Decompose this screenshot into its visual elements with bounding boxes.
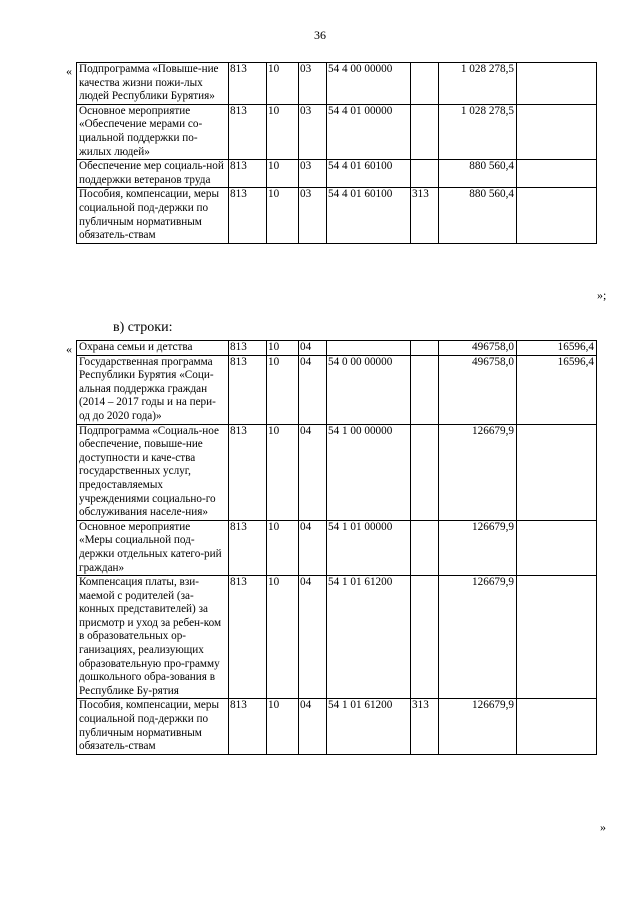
- cell-expense-type: [411, 576, 439, 699]
- cell-amount: 496758,0: [439, 355, 517, 424]
- cell-grbs: 813: [229, 104, 267, 159]
- cell-amount-2: [517, 424, 597, 520]
- cell-expense-type: [411, 424, 439, 520]
- section-label: в) строки:: [113, 320, 173, 335]
- cell-subsection: 03: [299, 188, 327, 243]
- table-row: [77, 63, 597, 105]
- cell-target-article: 54 1 01 61200: [327, 699, 411, 754]
- cell-name: Основное мероприятие «Обеспечение мерами со-циальной поддержки по-жилых людей»: [77, 104, 229, 159]
- cell-amount: 126679,9: [439, 576, 517, 699]
- cell-target-article: 54 1 00 00000: [327, 424, 411, 520]
- cell-name: Подпрограмма «Социаль-ное обеспечение, повыше-ние доступности и каче-ства государственных услуг, предоставляемых учреждениями социально-го обслуживания населе-ния»: [77, 424, 229, 520]
- cell-amount: 1 028 278,5: [439, 104, 517, 159]
- cell-expense-type: 313: [411, 188, 439, 243]
- cell-grbs: 813: [229, 576, 267, 699]
- cell-amount: 126679,9: [439, 424, 517, 520]
- table-row: [77, 355, 597, 424]
- cell-grbs: 813: [229, 188, 267, 243]
- cell-amount-2: [517, 576, 597, 699]
- cell-subsection: 03: [299, 63, 327, 105]
- cell-section: 10: [267, 424, 299, 520]
- cell-section: 10: [267, 341, 299, 356]
- cell-grbs: 813: [229, 520, 267, 575]
- table-row: [77, 160, 597, 188]
- cell-amount-2: [517, 104, 597, 159]
- cell-name: Пособия, компенсации, меры социальной под-держки по публичным нормативным обязатель-ствам: [77, 188, 229, 243]
- cell-grbs: 813: [229, 424, 267, 520]
- cell-amount-2: [517, 63, 597, 105]
- page-number: 36: [314, 28, 326, 42]
- cell-grbs: 813: [229, 160, 267, 188]
- cell-amount-2: [517, 188, 597, 243]
- cell-amount-2: 16596,4: [517, 355, 597, 424]
- open-quote: «: [66, 342, 72, 356]
- cell-subsection: 04: [299, 355, 327, 424]
- cell-expense-type: [411, 341, 439, 356]
- table-row: [77, 699, 597, 754]
- table-row: [77, 424, 597, 520]
- cell-section: 10: [267, 576, 299, 699]
- cell-name: Компенсация платы, взи-маемой с родителей (за-конных представителей) за присмотр и уход за ребен-ком в образовательных ор-ганизациях, реализующих образовательную про-грамму дошкольного обра-зования в Республике Бу-рятия: [77, 576, 229, 699]
- cell-target-article: 54 4 01 60100: [327, 188, 411, 243]
- cell-subsection: 04: [299, 341, 327, 356]
- cell-target-article: 54 4 00 00000: [327, 63, 411, 105]
- cell-grbs: 813: [229, 63, 267, 105]
- cell-expense-type: [411, 104, 439, 159]
- cell-amount-2: 16596,4: [517, 341, 597, 356]
- cell-amount-2: [517, 699, 597, 754]
- cell-section: 10: [267, 699, 299, 754]
- cell-amount: 880 560,4: [439, 188, 517, 243]
- cell-expense-type: 313: [411, 699, 439, 754]
- cell-grbs: 813: [229, 355, 267, 424]
- cell-section: 10: [267, 160, 299, 188]
- cell-subsection: 04: [299, 424, 327, 520]
- cell-target-article: 54 0 00 00000: [327, 355, 411, 424]
- cell-name: Охрана семьи и детства: [77, 341, 229, 356]
- cell-name: Государственная программа Республики Бурятия «Соци-альная поддержка граждан (2014 – 2017 годы и на пери-од до 2020 года)»: [77, 355, 229, 424]
- cell-expense-type: [411, 355, 439, 424]
- budget-table-1: [76, 62, 597, 244]
- cell-section: 10: [267, 104, 299, 159]
- cell-target-article: 54 4 01 00000: [327, 104, 411, 159]
- table-row: [77, 576, 597, 699]
- cell-amount: 496758,0: [439, 341, 517, 356]
- cell-name: Подпрограмма «Повыше-ние качества жизни пожи-лых людей Республики Бурятия»: [77, 63, 229, 105]
- cell-expense-type: [411, 520, 439, 575]
- cell-amount: 126679,9: [439, 520, 517, 575]
- cell-target-article: 54 4 01 60100: [327, 160, 411, 188]
- cell-amount: 880 560,4: [439, 160, 517, 188]
- cell-section: 10: [267, 520, 299, 575]
- cell-section: 10: [267, 188, 299, 243]
- cell-amount: 1 028 278,5: [439, 63, 517, 105]
- cell-subsection: 03: [299, 160, 327, 188]
- cell-section: 10: [267, 63, 299, 105]
- cell-target-article: [327, 341, 411, 356]
- table-row: [77, 104, 597, 159]
- table-row: [77, 341, 597, 356]
- cell-subsection: 04: [299, 520, 327, 575]
- cell-subsection: 03: [299, 104, 327, 159]
- cell-amount-2: [517, 520, 597, 575]
- cell-target-article: 54 1 01 00000: [327, 520, 411, 575]
- cell-section: 10: [267, 355, 299, 424]
- cell-expense-type: [411, 160, 439, 188]
- cell-name: Основное мероприятие «Меры социальной под-держки отдельных катего-рий граждан»: [77, 520, 229, 575]
- cell-subsection: 04: [299, 699, 327, 754]
- open-quote: «: [66, 64, 72, 78]
- cell-name: Обеспечение мер социаль-ной поддержки ветеранов труда: [77, 160, 229, 188]
- table-row: [77, 188, 597, 243]
- cell-target-article: 54 1 01 61200: [327, 576, 411, 699]
- cell-grbs: 813: [229, 341, 267, 356]
- close-quote: »;: [597, 288, 607, 302]
- close-quote: »: [600, 820, 606, 834]
- cell-name: Пособия, компенсации, меры социальной под-держки по публичным нормативным обязатель-ствам: [77, 699, 229, 754]
- cell-amount-2: [517, 160, 597, 188]
- budget-table-2: [76, 340, 597, 755]
- table-row: [77, 520, 597, 575]
- cell-grbs: 813: [229, 699, 267, 754]
- cell-expense-type: [411, 63, 439, 105]
- cell-amount: 126679,9: [439, 699, 517, 754]
- cell-subsection: 04: [299, 576, 327, 699]
